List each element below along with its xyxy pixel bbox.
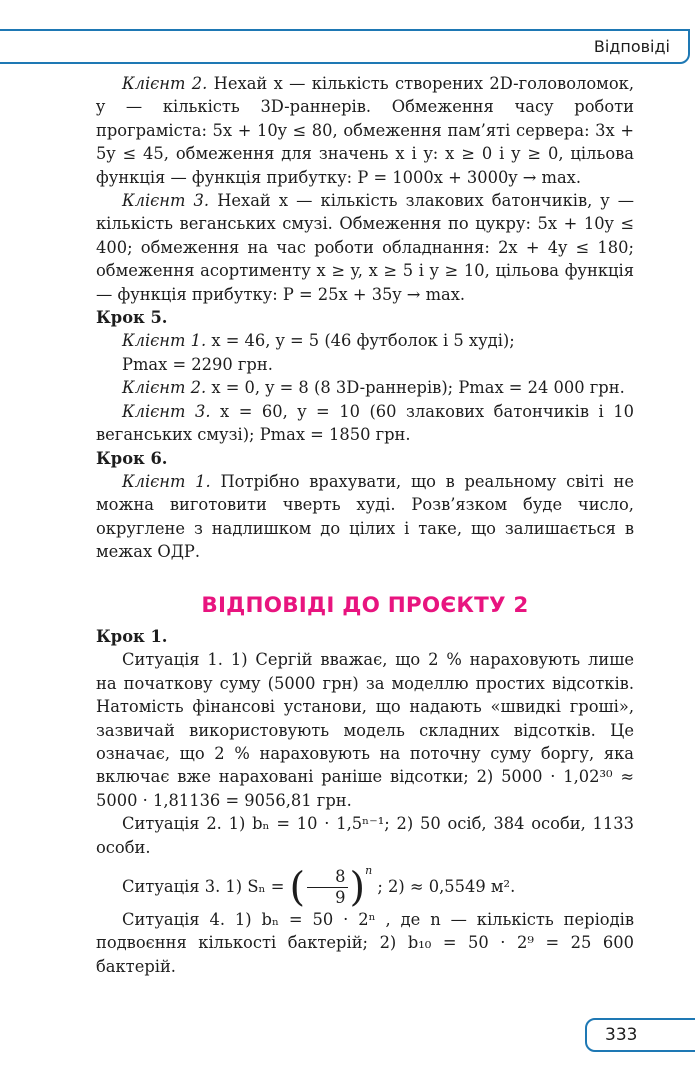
situation3-paragraph xyxy=(96,859,634,911)
client3-paragraph xyxy=(96,189,634,306)
right-paren: ) xyxy=(349,864,366,911)
situation3-prefix: Ситуація 3. 1) Sₙ = xyxy=(122,877,285,896)
step5-client2-text: x = 0, y = 8 (8 3D-раннерів); Pmax = 24 000 грн. xyxy=(211,378,625,398)
page-content xyxy=(96,72,634,978)
step6-client1-text: Потрібно врахувати, що в реальному світі не можна виготовити чверть худі. Розв’язком буде число, округлене з надлишком до цілих і таке, що залишається в межах ОДР. xyxy=(96,471,634,562)
step5-client2-label: Клієнт 2. xyxy=(122,378,207,398)
client2-paragraph xyxy=(96,72,634,189)
section-title: ВІДПОВІДІ ДО ПРОЄКТУ 2 xyxy=(201,592,529,618)
client3-text: Нехай x — кількість злакових батончиків, y — кількість веганських смузі. Обмеження по цукру: 5x + 10y ≤ 400; обмеження на час роботи обладнання: 2x + 4y ≤ 180; обмеження асортименту x ≥ y, x ≥ 5 і y ≥ 10, цільова функція — функція прибутку: P = 25x + 35y → max. xyxy=(96,191,634,304)
exponent: n xyxy=(365,864,373,877)
situation2-paragraph: Ситуація 2. 1) bₙ = 10 · 1,5ⁿ⁻¹; 2) 50 осіб, 384 особи, 1133 особи. xyxy=(96,814,634,857)
step5-client3 xyxy=(96,400,634,447)
client2-label: Клієнт 2. xyxy=(122,74,208,93)
header-title: Відповіді xyxy=(593,37,670,56)
step5-client1-label: Клієнт 1. xyxy=(122,331,207,351)
project2-step1-heading: Крок 1. xyxy=(96,626,168,646)
fraction-denominator: 9 xyxy=(335,888,346,907)
step6-client1 xyxy=(96,470,634,564)
fraction-numerator: 8 xyxy=(307,867,347,888)
running-header xyxy=(0,29,690,64)
step5-client3-label: Клієнт 3. xyxy=(122,401,211,421)
step6-client1-label: Клієнт 1. xyxy=(122,471,211,491)
step5-client1-pmax: Pmax = 2290 грн. xyxy=(122,354,273,374)
page-number: 333 xyxy=(605,1025,638,1045)
client3-label: Клієнт 3. xyxy=(122,191,210,211)
fraction xyxy=(307,867,347,908)
situation3-suffix: ; 2) ≈ 0,5549 м². xyxy=(377,877,516,896)
page-number-box xyxy=(585,1018,695,1052)
situation4-paragraph: Ситуація 4. 1) bₙ = 50 · 2ⁿ , де n — кількість періодів подвоєння кількості бактерій; 2) b₁₀ = 50 · 2⁹ = 25 600 бактерій. xyxy=(96,910,634,976)
step6-heading: Крок 6. xyxy=(96,448,168,468)
step5-client2 xyxy=(96,376,634,399)
left-paren: ( xyxy=(289,864,306,911)
step5-client3-text: x = 60, y = 10 (60 злакових батончиків і 10 веганських смузі); Pmax = 1850 грн. xyxy=(96,401,634,445)
client2-text: Нехай x — кількість створених 2D-головоломок, y — кількість 3D-раннерів. Обмеження часу роботи програміста: 5x + 10y ≤ 80, обмеження пам’яті сервера: 3x + 5y ≤ 45, обмеження для значень x і y: x ≥ 0 і y ≥ 0, цільова функція — функція прибутку: P = 1000x + 3000y → max. xyxy=(96,74,634,187)
situation1-paragraph: Ситуація 1. 1) Сергій вважає, що 2 % нараховують лише на початкову суму (5000 грн) за моделлю простих відсотків. Натомість фінансові установи, що надають «швидкі гроші», зазвичай використовують модель складних відсотків. Це означає, що 2 % нараховують на поточну суму боргу, яка включає вже нараховані раніше відсотки; 2) 5000 · 1,02³⁰ ≈ 5000 · 1,81136 = 9056,81 грн. xyxy=(96,650,634,810)
step5-client1-text: x = 46, y = 5 (46 футболок і 5 худі); xyxy=(211,331,515,351)
step5-heading: Крок 5. xyxy=(96,308,168,328)
step5-client1 xyxy=(96,329,634,352)
